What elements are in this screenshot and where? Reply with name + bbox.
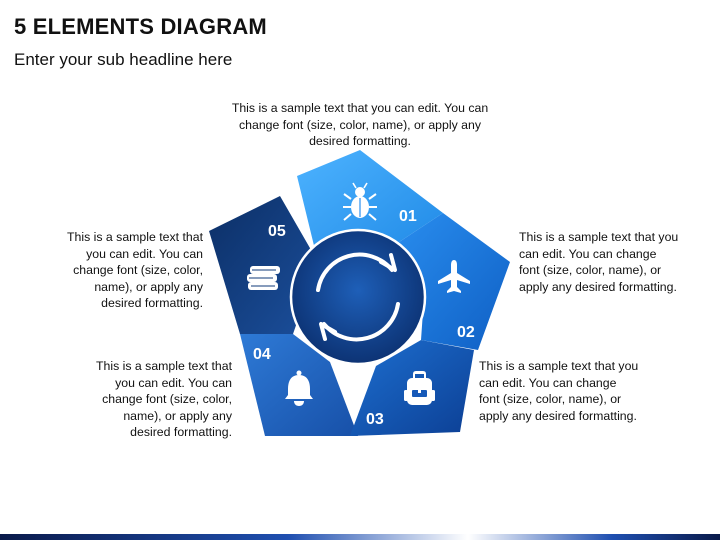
segment-number-03: 03 [366, 411, 384, 428]
segment-05-description: This is a sample text that you can edit. You can change font (size, color, name), or apply any desired formatting. [66, 230, 203, 310]
segment-number-01: 01 [399, 208, 417, 225]
segment-number-04: 04 [253, 346, 271, 363]
segment-number-05: 05 [268, 223, 286, 240]
segment-04-description: This is a sample text that you can edit. You can change font (size, color, name), or apply any desired formatting. [95, 359, 232, 439]
page-subtitle: Enter your sub headline here [14, 50, 233, 69]
segment-01-description: This is a sample text that you can edit. You can change font (size, color, name), or apply any desired formatting. [231, 101, 489, 148]
page-title: 5 ELEMENTS DIAGRAM [14, 14, 267, 39]
books-icon [247, 266, 280, 290]
bottom-accent-bar [0, 534, 720, 540]
segment-03-description: This is a sample text that you can edit. You can change font (size, color, name), or apply any desired formatting. [479, 359, 639, 423]
segment-number-02: 02 [457, 324, 475, 341]
segment-02-description: This is a sample text that you can edit. You can change font (size, color, name), or apply any desired formatting. [519, 230, 679, 294]
